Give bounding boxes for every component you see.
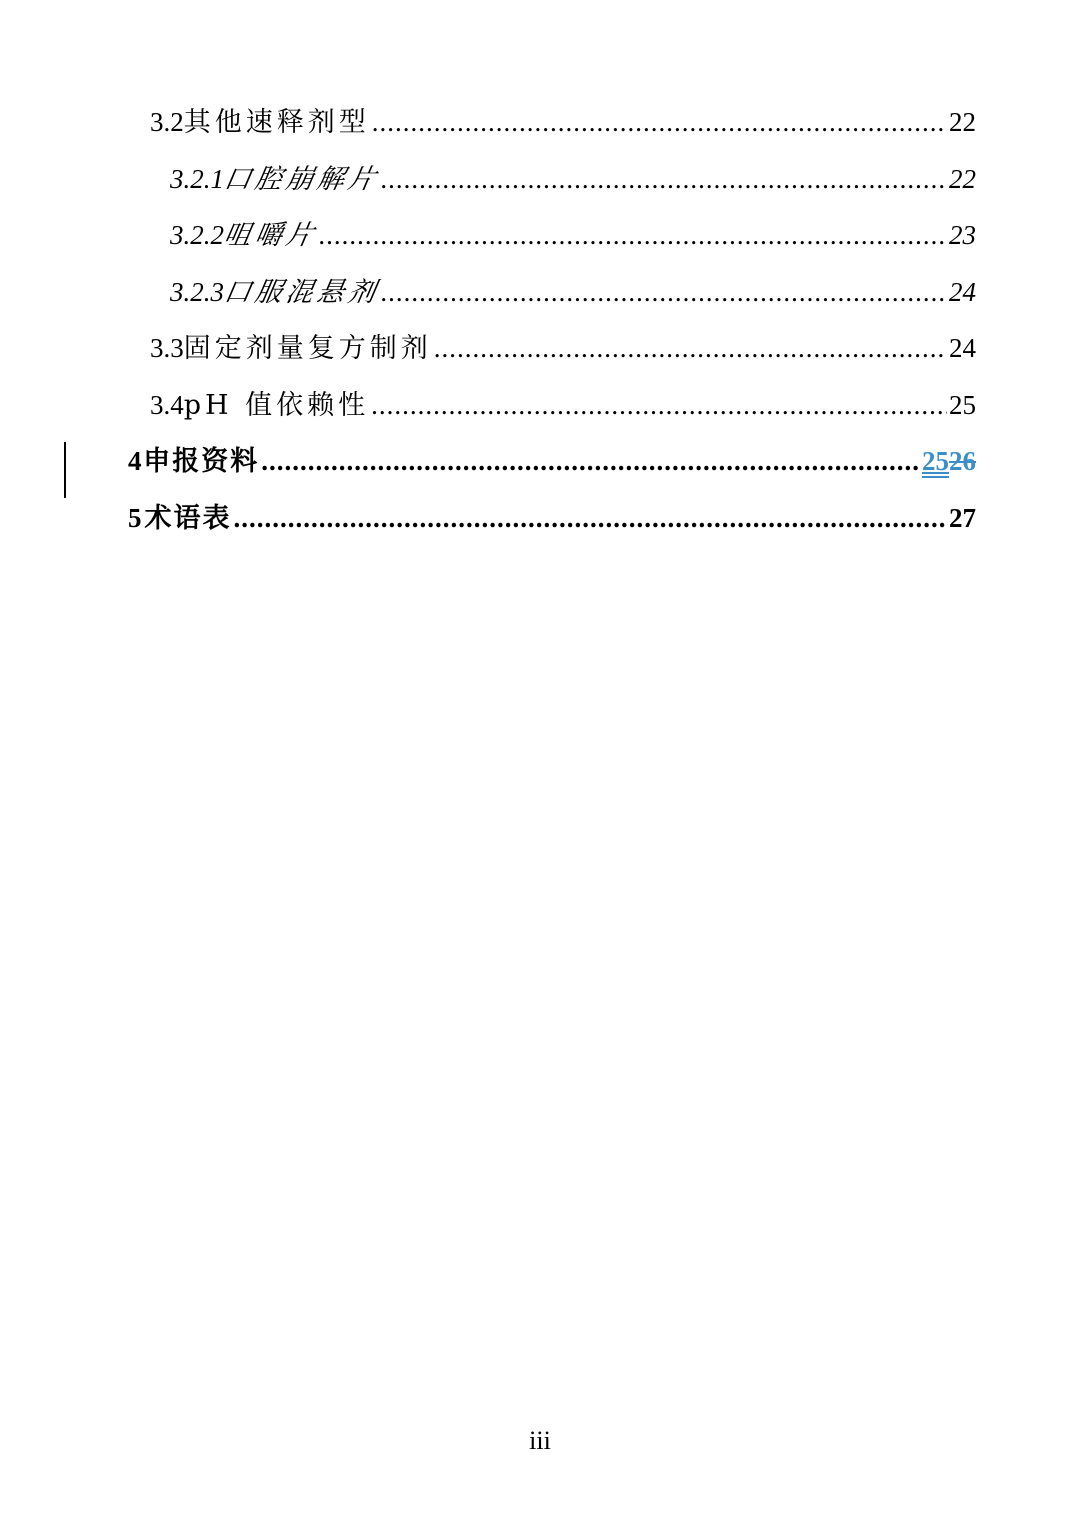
toc-entry[interactable] xyxy=(170,215,976,255)
toc-entry-title: 口腔崩解片 xyxy=(221,164,382,195)
toc-entry-page: 24 xyxy=(949,333,976,363)
dot-leader xyxy=(381,159,947,199)
toc-entry[interactable] xyxy=(128,498,976,538)
dot-leader xyxy=(372,102,947,142)
toc-entry[interactable] xyxy=(128,441,976,481)
toc-entry-title: 申报资料 xyxy=(143,446,260,477)
dot-leader xyxy=(234,498,947,538)
toc-entry[interactable] xyxy=(170,159,976,199)
toc-entry-title: pH 值依赖性 xyxy=(183,390,370,421)
toc-entry-number: 3.2.1 xyxy=(170,164,224,194)
toc-entry-page: 22 xyxy=(949,107,976,137)
toc-entry-page: 23 xyxy=(949,220,976,250)
toc-entry-title: 术语表 xyxy=(144,503,232,534)
dot-leader xyxy=(319,215,947,255)
toc-entry-title: 固定剂量复方制剂 xyxy=(183,333,432,364)
toc-entry[interactable] xyxy=(150,328,976,368)
deleted-page-number: 26 xyxy=(949,446,976,476)
toc-entry-number: 3.2 xyxy=(150,107,184,137)
toc-entry-page: 22 xyxy=(949,164,976,194)
toc-entry[interactable] xyxy=(150,385,976,425)
toc-entry-page: 24 xyxy=(949,277,976,307)
toc-entry-title: 口服混悬剂 xyxy=(221,277,382,308)
dot-leader xyxy=(261,441,920,481)
dot-leader xyxy=(381,272,947,312)
toc-entry-number: 3.2.3 xyxy=(170,277,224,307)
page-number: iii xyxy=(529,1426,551,1455)
dot-leader xyxy=(371,385,947,425)
toc-entry-page xyxy=(922,441,976,481)
toc-entry-page: 25 xyxy=(949,390,976,420)
toc-entry-number: 3.3 xyxy=(150,333,184,363)
inserted-page-number: 25 xyxy=(922,446,949,476)
toc-entry-number: 4 xyxy=(128,446,142,476)
toc-entry[interactable] xyxy=(170,272,976,312)
toc-entry[interactable] xyxy=(150,102,976,142)
toc-entry-number: 5 xyxy=(128,503,142,533)
toc-entry-title: 咀嚼片 xyxy=(221,220,320,251)
toc-entry-number: 3.4 xyxy=(150,390,184,420)
revision-change-bar xyxy=(64,442,66,498)
toc-entry-page: 27 xyxy=(949,503,976,533)
toc-entry-number: 3.2.2 xyxy=(170,220,224,250)
toc-entry-title: 其他速释剂型 xyxy=(183,107,370,138)
dot-leader xyxy=(434,328,947,368)
